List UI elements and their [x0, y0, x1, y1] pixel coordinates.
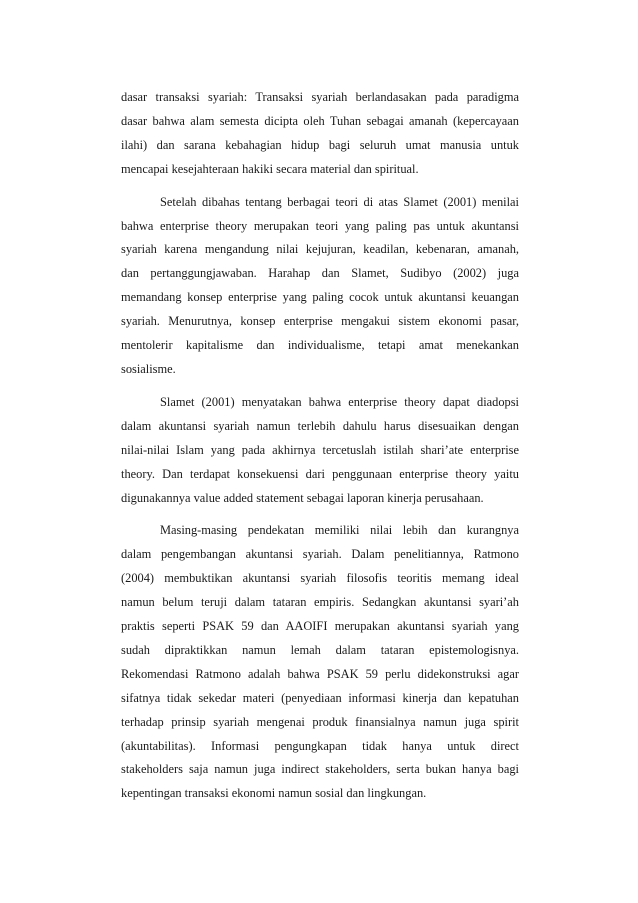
text-line: dalam akuntansi syariah namun terlebih dahulu harus disesuaikan dengan: [121, 418, 519, 433]
paragraph-2: [121, 191, 519, 382]
text-line: theory. Dan terdapat konsekuensi dari penggunaan enterprise theory yaitu: [121, 466, 519, 481]
text-line: kepentingan transaksi ekonomi namun sosial dan lingkungan.: [121, 786, 427, 801]
text-line: praktis seperti PSAK 59 dan AAOIFI merupakan akuntansi syariah yang: [121, 619, 519, 634]
text-line: Setelah dibahas tentang berbagai teori di atas Slamet (2001) menilai: [160, 194, 519, 209]
text-line: mencapai kesejahteraan hakiki secara material dan spiritual.: [121, 161, 419, 176]
paragraph-1: [121, 86, 519, 182]
text-line: (2004) membuktikan akuntansi syariah filosofis teoritis memang ideal: [121, 571, 519, 586]
text-line: sosialisme.: [121, 361, 176, 376]
text-line: ilahi) dan sarana kebahagian hidup bagi seluruh umat manusia untuk: [121, 137, 519, 152]
text-line: dasar bahwa alam semesta dicipta oleh Tuhan sebagai amanah (kepercayaan: [121, 113, 519, 128]
text-line: Rekomendasi Ratmono adalah bahwa PSAK 59 perlu didekonstruksi agar: [121, 666, 519, 681]
text-line: stakeholders saja namun juga indirect stakeholders, serta bukan hanya bagi: [121, 762, 519, 777]
text-line: Masing-masing pendekatan memiliki nilai lebih dan kurangnya: [160, 523, 519, 538]
text-line: dasar transaksi syariah: Transaksi syariah berlandasakan pada paradigma: [121, 90, 519, 104]
text-line: mentolerir kapitalisme dan individualisme, tetapi amat menekankan: [121, 338, 519, 353]
paragraph-3: [121, 391, 519, 511]
text-line: terhadap prinsip syariah mengenai produk finansialnya namun juga spirit: [121, 714, 519, 729]
text-line: namun belum teruji dalam tataran empiris. Sedangkan akuntansi syari’ah: [121, 595, 519, 610]
text-line: Slamet (2001) menyatakan bahwa enterprise theory dapat diadopsi: [160, 394, 519, 409]
text-line: memandang konsep enterprise yang paling cocok untuk akuntansi keuangan: [121, 290, 519, 305]
text-line: sifatnya tidak sekedar materi (penyediaan informasi kinerja dan kepatuhan: [121, 690, 519, 705]
document-body: [121, 86, 519, 806]
text-line: bahwa enterprise theory merupakan teori yang paling pas untuk akuntansi: [121, 218, 519, 233]
text-line: dan pertanggungjawaban. Harahap dan Slamet, Sudibyo (2002) juga: [121, 266, 519, 281]
text-line: nilai-nilai Islam yang pada akhirnya tercetuslah istilah shari’ate enterprise: [121, 442, 519, 457]
text-line: (akuntabilitas). Informasi pengungkapan tidak hanya untuk direct: [121, 738, 519, 753]
text-line: sudah dipraktikkan namun lemah dalam tataran epistemologisnya.: [121, 642, 519, 657]
paragraph-4: [121, 519, 519, 806]
text-line: syariah karena mengandung nilai kejujuran, keadilan, kebenaran, amanah,: [121, 242, 519, 257]
text-line: digunakannya value added statement sebagai laporan kinerja perusahaan.: [121, 490, 484, 505]
text-line: dalam pengembangan akuntansi syariah. Dalam penelitiannya, Ratmono: [121, 547, 519, 562]
text-line: syariah. Menurutnya, konsep enterprise mengakui sistem ekonomi pasar,: [121, 314, 519, 329]
